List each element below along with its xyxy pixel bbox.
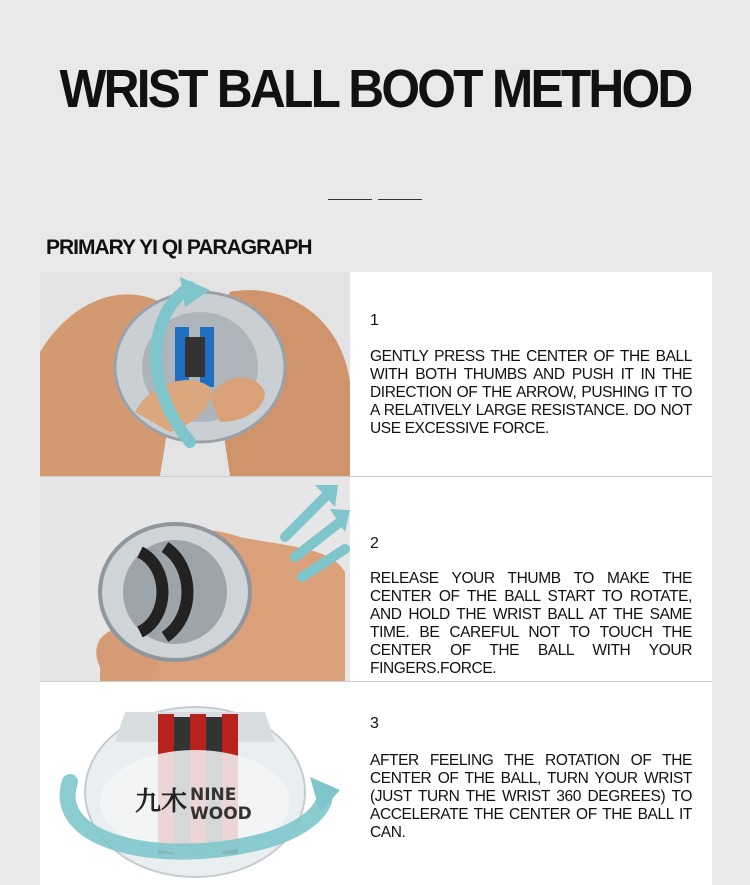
svg-text:NINE: NINE bbox=[190, 785, 237, 805]
page-title: WRIST BALL BOOT METHOD bbox=[59, 59, 691, 119]
step-1-number: 1 bbox=[370, 312, 379, 329]
step-2 bbox=[40, 477, 712, 682]
step-3 bbox=[40, 682, 712, 885]
ninewood-logo: 九木 bbox=[135, 787, 188, 817]
step-1-photo bbox=[40, 272, 350, 476]
step-3-description: AFTER FEELING THE ROTATION OF THE CENTER OF THE BALL, TURN YOUR WRIST (JUST TURN THE WRIST 360 DEGREES) TO ACCELERATE THE CENTER OF THE BALL IT CAN. bbox=[370, 752, 692, 841]
step-3-photo bbox=[40, 682, 350, 885]
step-3-number: 3 bbox=[370, 715, 379, 732]
hand-holding-ball-image bbox=[40, 477, 350, 681]
title-divider-left bbox=[328, 199, 372, 200]
step-2-photo bbox=[40, 477, 350, 681]
step-1-description: GENTLY PRESS THE CENTER OF THE BALL WITH BOTH THUMBS AND PUSH IT IN THE DIRECTION OF THE ARROW, PUSHING IT TO A RELATIVELY LARGE RESISTANCE. DO NOT USE EXCESSIVE FORCE. bbox=[370, 348, 692, 437]
title-divider-right bbox=[378, 199, 422, 200]
step-2-description: RELEASE YOUR THUMB TO MAKE THE CENTER OF THE BALL START TO ROTATE, AND HOLD THE WRIST BALL AT THE SAME TIME. BE CAREFUL NOT TO TOUCH THE CENTER OF THE BALL WITH YOUR FINGERS.FORCE. bbox=[370, 570, 692, 677]
wrist-ball-rotation-image bbox=[40, 682, 350, 885]
hands-pressing-ball-image bbox=[40, 272, 350, 476]
step-2-number: 2 bbox=[370, 535, 379, 552]
svg-text:WOOD: WOOD bbox=[190, 804, 252, 824]
section-label: PRIMARY YI QI PARAGRAPH bbox=[46, 236, 312, 259]
step-1 bbox=[40, 272, 712, 477]
